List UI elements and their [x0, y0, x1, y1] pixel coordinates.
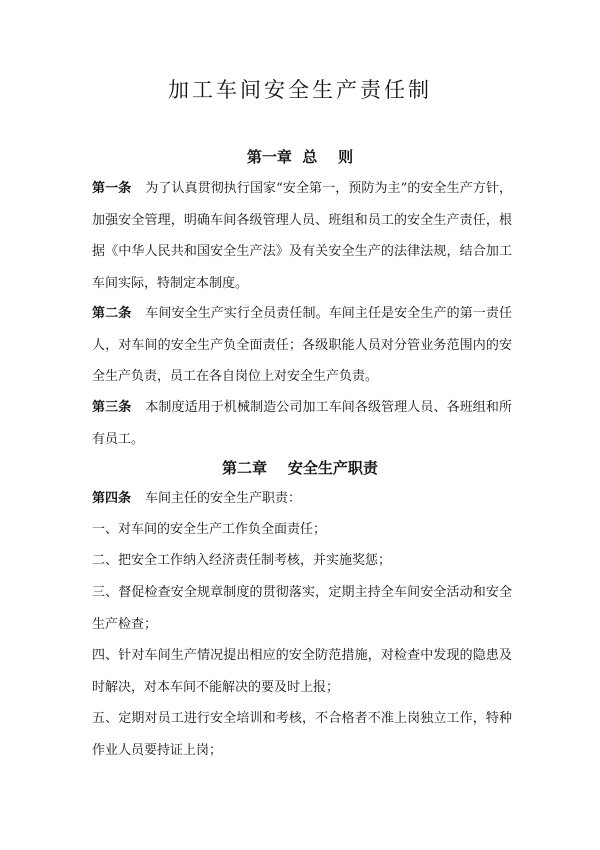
- article-1-text: 为了认真贯彻执行国家“安全第一，预防为主”的安全生产方针，加强安全管理，明确车间各级管理人员、班组和员工的安全生产责任，根据《中华人民共和国安全生产法》及有关安全生产的法律法规，结合加工车间实际，特制定本制度。: [92, 181, 512, 291]
- article-2: [92, 298, 512, 393]
- article-1-number: 第一条: [92, 181, 132, 196]
- duty-item-5: 五、定期对员工进行安全培训和考核，不合格者不准上岗独立工作，特种作业人员要持证上岗；: [92, 711, 512, 758]
- duty-item-3: 三、督促检查安全规章制度的贯彻落实，定期主持全车间安全活动和安全生产检查；: [92, 585, 512, 632]
- duty-item-1: 一、对车间的安全生产工作负全面责任；: [92, 522, 327, 537]
- article-4-number: 第四条: [92, 491, 132, 506]
- duty-item-2: 二、把安全工作纳入经济责任制考核，并实施奖惩；: [92, 553, 392, 568]
- article-4-text: 车间主任的安全生产职责：: [145, 491, 302, 506]
- article-2-number: 第二条: [92, 306, 132, 321]
- duty-item-4: 四、针对车间生产情况提出相应的安全防范措施，对检查中发现的隐患及时解决，对本车间不能解决的要及时上报；: [92, 648, 512, 695]
- article-1: [92, 173, 512, 299]
- article-3: [92, 392, 512, 455]
- article-3-text: 本制度适用于机械制造公司加工车间各级管理人员、各班组和所有员工。: [92, 400, 512, 447]
- article-4: [92, 483, 512, 515]
- chapter-2-heading: 第二章 安全生产职责: [222, 459, 378, 477]
- article-2-text: 车间安全生产实行全员责任制。车间主任是安全生产的第一责任人，对车间的安全生产负全面责任；各级职能人员对分管业务范围内的安全生产负责，员工在各自岗位上对安全生产负责。: [92, 306, 512, 384]
- document-title: 加工车间安全生产责任制: [168, 78, 432, 102]
- chapter-1-heading: 第一章 总 则: [246, 148, 354, 166]
- article-3-number: 第三条: [92, 400, 132, 415]
